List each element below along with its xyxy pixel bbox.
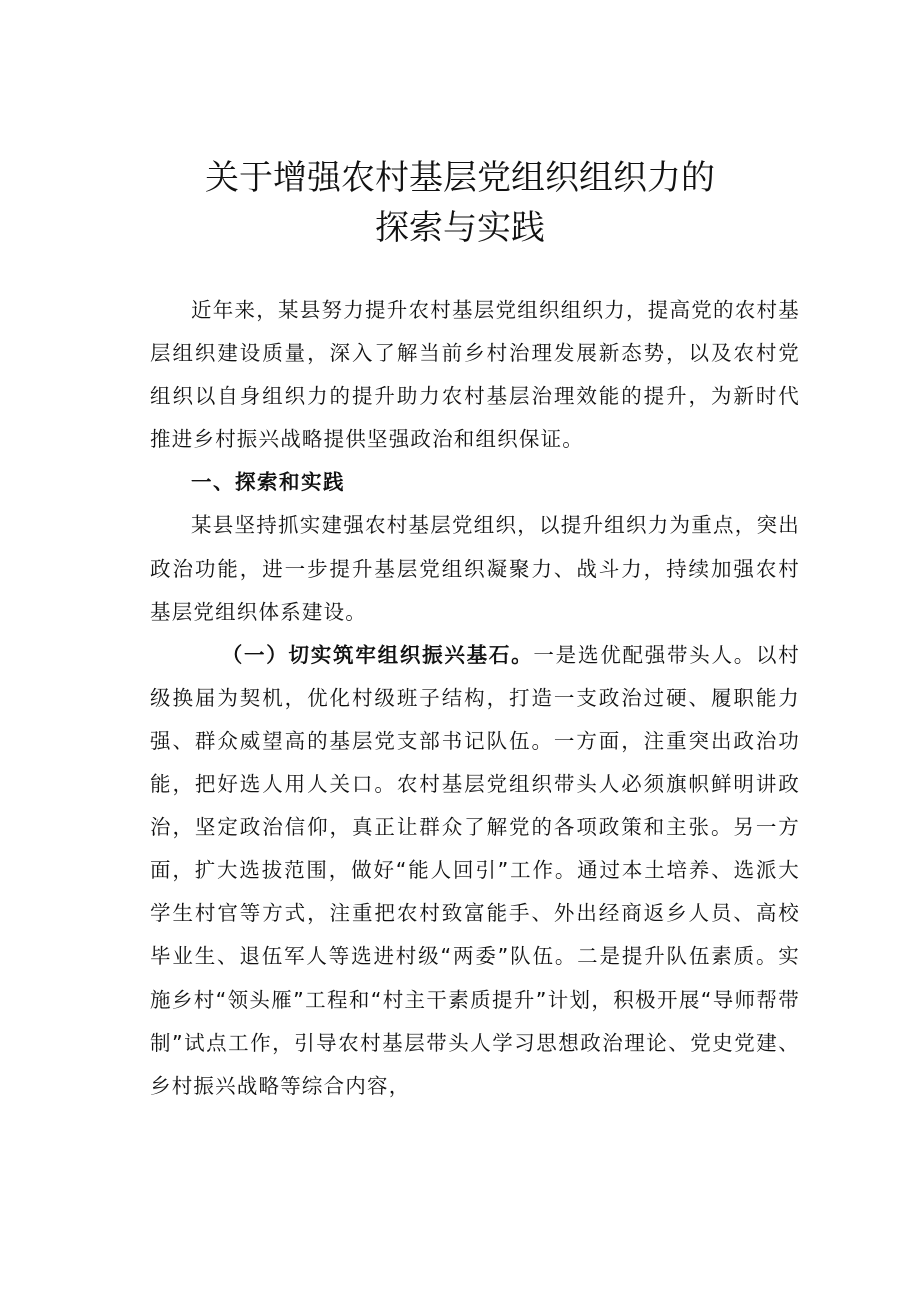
section-heading: 一、探索和实践 [191, 470, 345, 495]
document-title [0, 153, 920, 253]
subsection-text: 一是选优配强带头人。以村级换届为契机，优化村级班子结构，打造一支政治过硬、履职能力强、群众威望高的基层党支部书记队伍。一方面，注重突出政治功能，把好选人用人关口。农村基层党组织带头人必须旗帜鲜明讲政治，坚定政治信仰，真正让群众了解党的各项政策和主张。另一方面，扩大选拔范围，做好“能人回引”工作。通过本土培养、选派大学生村官等方式，注重把农村致富能手、外出经商返乡人员、高校毕业生、退伍军人等选进村级“两委”队伍。二是提升队伍素质。实施乡村“领头雁”工程和“村主干素质提升”计划，积极开展“导师帮带制”试点工作，引导农村基层带头人学习思想政治理论、党史党建、乡村振兴战略等综合内容， [150, 642, 800, 1098]
subsection-heading: （一）切实筑牢组织振兴基石。 [221, 642, 534, 667]
title-line-2: 探索与实践 [375, 208, 545, 248]
intro-paragraph: 近年来，某县努力提升农村基层党组织组织力，提高党的农村基层组织建设质量，深入了解当前乡村治理发展新态势，以及农村党组织以自身组织力的提升助力农村基层治理效能的提升，为新时代推进乡村振兴战略提供坚强政治和组织保证。 [150, 298, 800, 452]
document-body [150, 289, 800, 1108]
section-intro-paragraph: 某县坚持抓实建强农村基层党组织，以提升组织力为重点，突出政治功能，进一步提升基层党组织凝聚力、战斗力，持续加强农村基层党组织体系建设。 [150, 513, 800, 624]
title-line-1: 关于增强农村基层党组织组织力的 [205, 158, 715, 198]
subsection-paragraph [150, 634, 800, 1108]
